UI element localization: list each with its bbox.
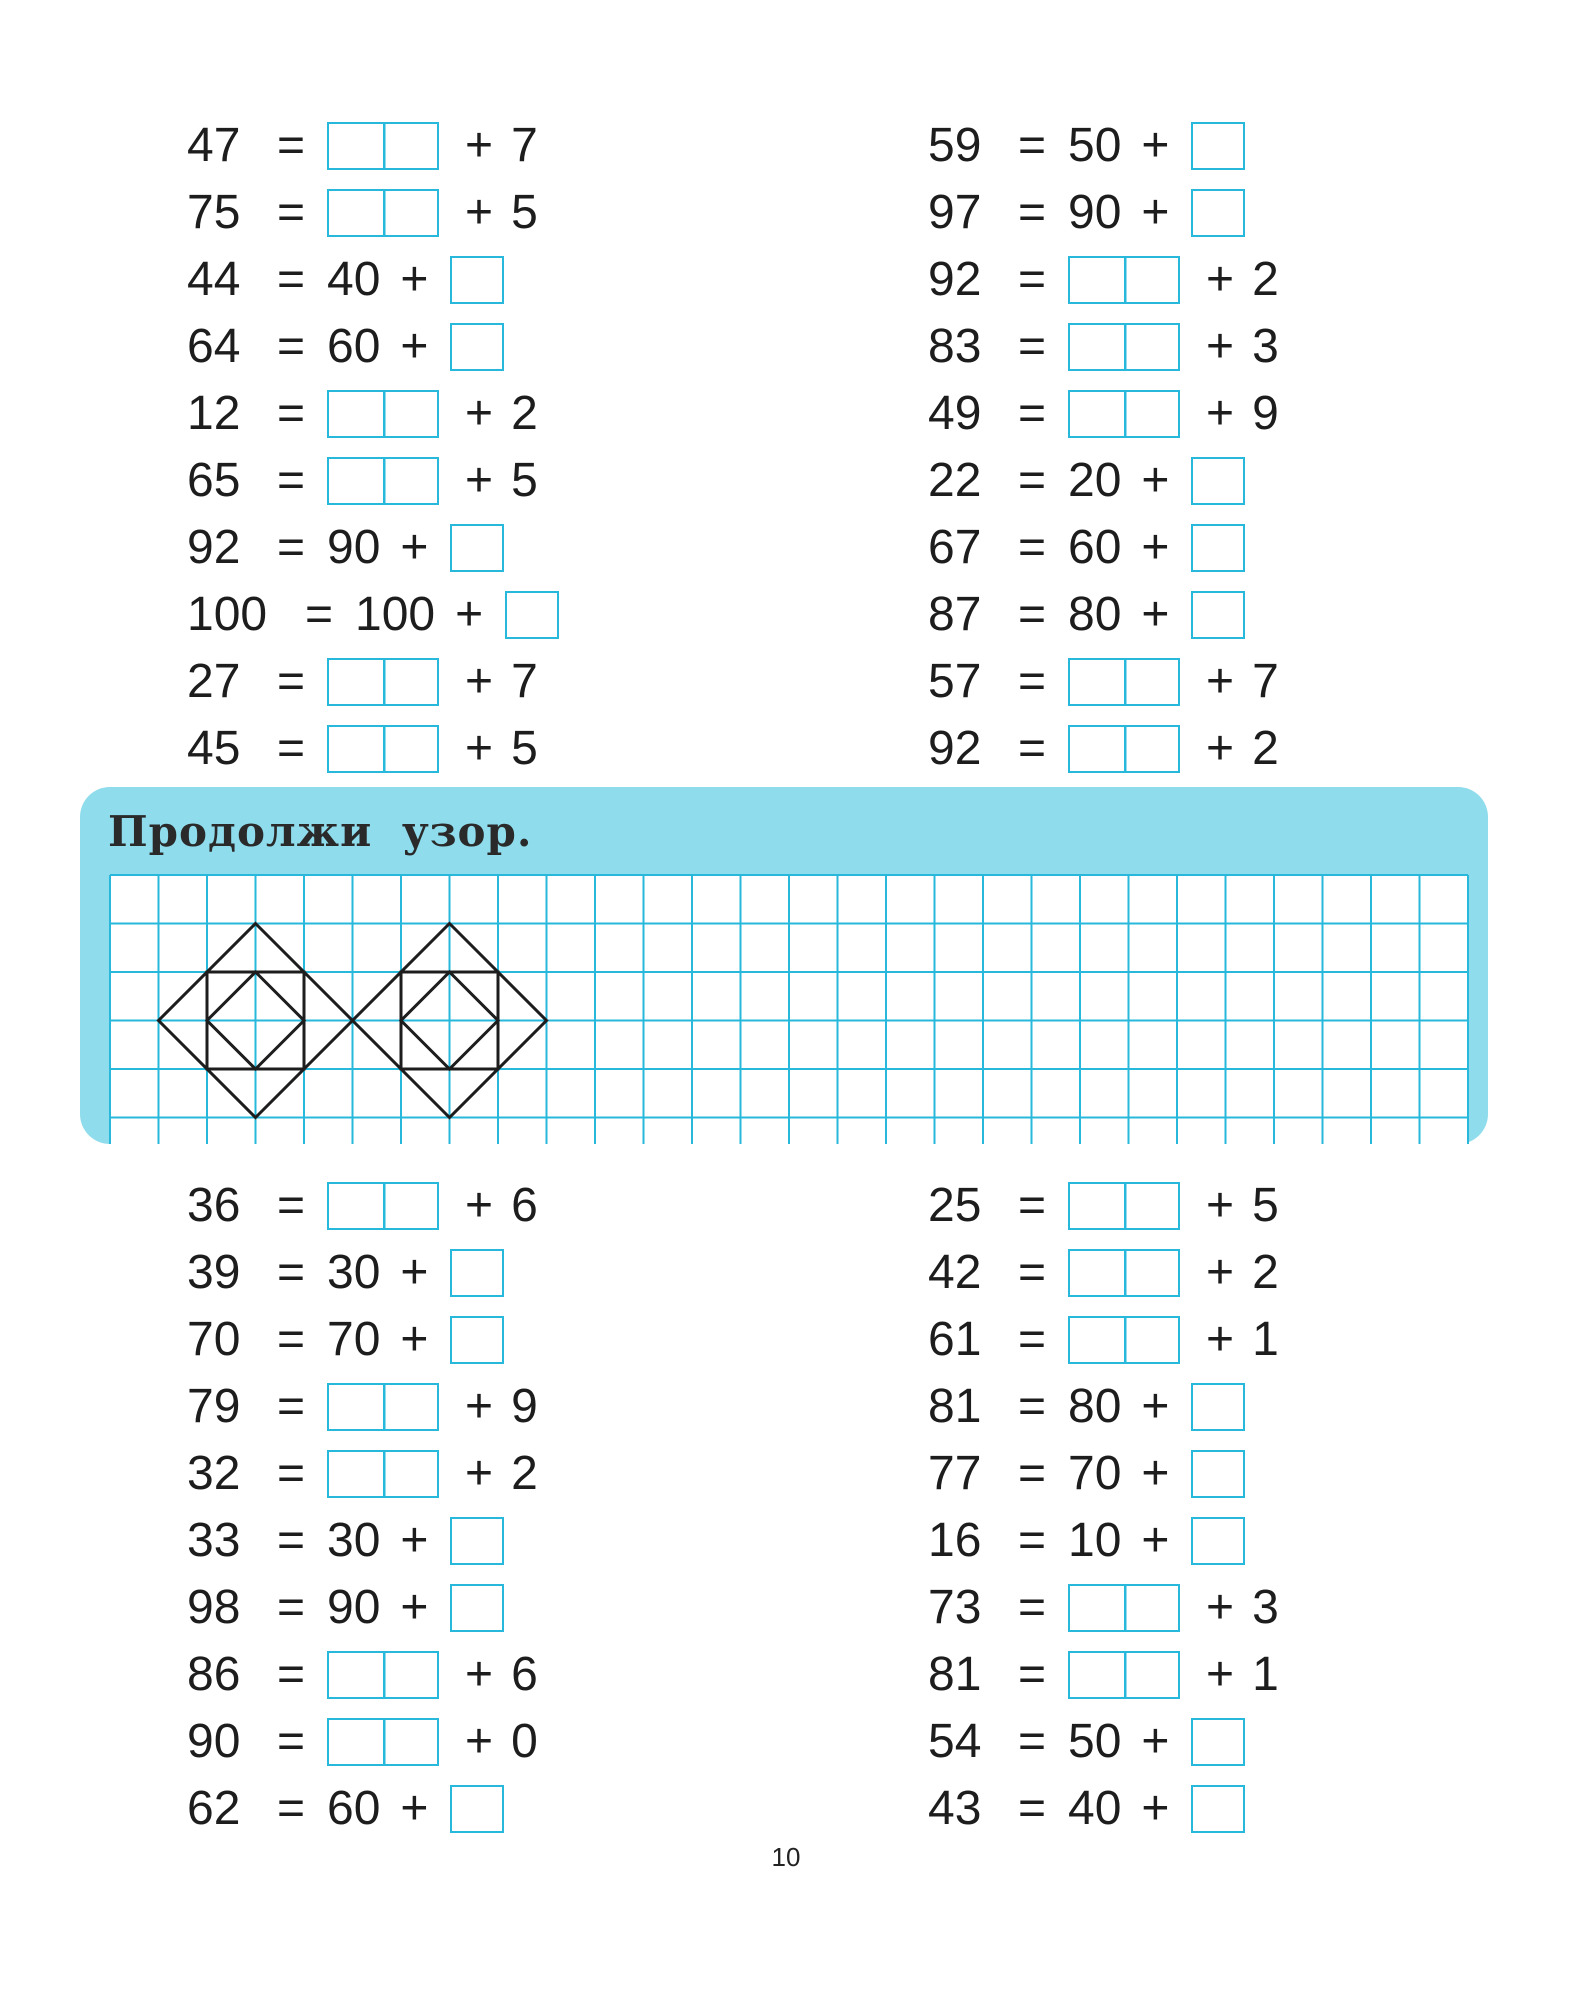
equation-total: 12	[187, 387, 241, 440]
equation-tens-term: 40	[1068, 1782, 1122, 1835]
equation-row	[187, 447, 559, 514]
equals-sign: =	[277, 655, 306, 708]
plus-sign: +	[465, 1715, 494, 1768]
equation-ones-term: 1	[1252, 1313, 1279, 1366]
equation-ones-term: 6	[511, 1179, 538, 1232]
equation-row	[187, 380, 559, 447]
plus-sign: +	[400, 1581, 429, 1634]
equation-row	[187, 648, 559, 715]
equation-ones-term: 6	[511, 1648, 538, 1701]
equation-tens-term: 10	[1068, 1514, 1122, 1567]
equation-ones-term: 7	[511, 119, 538, 172]
equals-sign: =	[277, 1447, 306, 1500]
equation-tens-term: 70	[1068, 1447, 1122, 1500]
equation-row	[187, 313, 559, 380]
equals-sign: =	[277, 1581, 306, 1634]
equation-tens-term: 50	[1068, 119, 1122, 172]
answer-box-one-digit[interactable]	[450, 323, 504, 371]
equation-total: 57	[928, 655, 982, 708]
equation-row	[928, 1708, 1279, 1775]
equation-row	[928, 1574, 1279, 1641]
equation-total: 86	[187, 1648, 241, 1701]
equals-sign: =	[277, 1715, 306, 1768]
equation-ones-term: 5	[1252, 1179, 1279, 1232]
plus-sign: +	[1141, 521, 1170, 574]
plus-sign: +	[465, 454, 494, 507]
plus-sign: +	[465, 722, 494, 775]
equals-sign: =	[277, 1648, 306, 1701]
plus-sign: +	[1141, 1715, 1170, 1768]
answer-box-one-digit[interactable]	[1191, 189, 1245, 237]
answer-box-two-digit[interactable]	[1068, 256, 1180, 304]
plus-sign: +	[1206, 1648, 1235, 1701]
equation-row	[928, 514, 1279, 581]
plus-sign: +	[400, 1313, 429, 1366]
plus-sign: +	[400, 1782, 429, 1835]
plus-sign: +	[1141, 1380, 1170, 1433]
answer-box-one-digit[interactable]	[1191, 1450, 1245, 1498]
equation-row	[928, 380, 1279, 447]
page-number: 10	[771, 1842, 801, 1872]
equation-tens-term: 100	[355, 588, 436, 641]
pattern-task-panel	[80, 787, 1488, 1144]
equation-tens-term: 80	[1068, 588, 1122, 641]
equals-sign: =	[277, 253, 306, 306]
equations-top-left	[187, 112, 559, 782]
equation-total: 49	[928, 387, 982, 440]
answer-box-two-digit[interactable]	[327, 1651, 439, 1699]
answer-box-one-digit[interactable]	[1191, 1383, 1245, 1431]
equation-tens-term: 60	[327, 320, 381, 373]
equation-tens-term: 90	[327, 1581, 381, 1634]
equation-total: 62	[187, 1782, 241, 1835]
equation-row	[187, 1172, 538, 1239]
equation-row	[187, 112, 559, 179]
equation-row	[928, 1641, 1279, 1708]
equation-row	[187, 1306, 538, 1373]
equals-sign: =	[277, 320, 306, 373]
plus-sign: +	[465, 387, 494, 440]
equation-total: 100	[187, 588, 268, 641]
plus-sign: +	[1206, 253, 1235, 306]
equation-row	[187, 179, 559, 246]
equals-sign: =	[277, 1179, 306, 1232]
equation-total: 98	[187, 1581, 241, 1634]
equation-row	[928, 447, 1279, 514]
answer-box-two-digit[interactable]	[1068, 1584, 1180, 1632]
equation-total: 92	[187, 521, 241, 574]
equation-total: 59	[928, 119, 982, 172]
answer-box-one-digit[interactable]	[1191, 591, 1245, 639]
answer-box-one-digit[interactable]	[1191, 524, 1245, 572]
equation-tens-term: 80	[1068, 1380, 1122, 1433]
pattern-grid	[80, 787, 1488, 1144]
plus-sign: +	[455, 588, 484, 641]
equation-row	[928, 1239, 1279, 1306]
plus-sign: +	[1206, 1313, 1235, 1366]
answer-box-one-digit[interactable]	[1191, 122, 1245, 170]
plus-sign: +	[400, 320, 429, 373]
answer-box-one-digit[interactable]	[1191, 1718, 1245, 1766]
plus-sign: +	[465, 655, 494, 708]
equation-total: 70	[187, 1313, 241, 1366]
equals-sign: =	[1018, 454, 1047, 507]
equals-sign: =	[277, 1246, 306, 1299]
equals-sign: =	[277, 521, 306, 574]
plus-sign: +	[1206, 655, 1235, 708]
answer-box-two-digit[interactable]	[1068, 1249, 1180, 1297]
equals-sign: =	[277, 186, 306, 239]
answer-box-two-digit[interactable]	[327, 390, 439, 438]
equation-total: 75	[187, 186, 241, 239]
plus-sign: +	[465, 1648, 494, 1701]
equation-total: 81	[928, 1648, 982, 1701]
answer-box-one-digit[interactable]	[1191, 457, 1245, 505]
equation-ones-term: 0	[511, 1715, 538, 1768]
answer-box-two-digit[interactable]	[327, 189, 439, 237]
equation-total: 67	[928, 521, 982, 574]
equations-bottom-left	[187, 1172, 538, 1842]
answer-box-two-digit[interactable]	[327, 457, 439, 505]
answer-box-two-digit[interactable]	[327, 1450, 439, 1498]
equation-tens-term: 20	[1068, 454, 1122, 507]
equation-total: 77	[928, 1447, 982, 1500]
equals-sign: =	[1018, 387, 1047, 440]
equation-tens-term: 50	[1068, 1715, 1122, 1768]
equals-sign: =	[277, 1313, 306, 1366]
answer-box-one-digit[interactable]	[450, 1785, 504, 1833]
equation-total: 54	[928, 1715, 982, 1768]
plus-sign: +	[1206, 320, 1235, 373]
plus-sign: +	[465, 186, 494, 239]
equation-row	[187, 1507, 538, 1574]
answer-box-one-digit[interactable]	[450, 1517, 504, 1565]
answer-box-one-digit[interactable]	[1191, 1785, 1245, 1833]
equation-row	[928, 1775, 1279, 1842]
equation-ones-term: 9	[1252, 387, 1279, 440]
plus-sign: +	[465, 1447, 494, 1500]
equation-row	[928, 112, 1279, 179]
plus-sign: +	[1141, 1514, 1170, 1567]
equation-row	[187, 1574, 538, 1641]
equation-tens-term: 30	[327, 1514, 381, 1567]
equation-row	[928, 179, 1279, 246]
equals-sign: =	[1018, 1380, 1047, 1433]
equation-total: 39	[187, 1246, 241, 1299]
plus-sign: +	[1206, 1179, 1235, 1232]
equation-row	[187, 1239, 538, 1306]
equation-ones-term: 5	[511, 722, 538, 775]
plus-sign: +	[465, 119, 494, 172]
equation-row	[187, 1708, 538, 1775]
answer-box-two-digit[interactable]	[327, 1718, 439, 1766]
equation-ones-term: 5	[511, 454, 538, 507]
equals-sign: =	[1018, 521, 1047, 574]
answer-box-two-digit[interactable]	[1068, 725, 1180, 773]
equals-sign: =	[277, 1514, 306, 1567]
equation-row	[187, 1373, 538, 1440]
equation-row	[928, 1373, 1279, 1440]
answer-box-two-digit[interactable]	[1068, 390, 1180, 438]
equals-sign: =	[1018, 1246, 1047, 1299]
equation-total: 81	[928, 1380, 982, 1433]
equation-total: 22	[928, 454, 982, 507]
equation-total: 79	[187, 1380, 241, 1433]
answer-box-one-digit[interactable]	[450, 1249, 504, 1297]
equation-ones-term: 2	[511, 1447, 538, 1500]
equals-sign: =	[277, 454, 306, 507]
equals-sign: =	[1018, 186, 1047, 239]
answer-box-two-digit[interactable]	[1068, 323, 1180, 371]
equation-total: 83	[928, 320, 982, 373]
equation-ones-term: 1	[1252, 1648, 1279, 1701]
equals-sign: =	[1018, 1715, 1047, 1768]
equation-tens-term: 90	[327, 521, 381, 574]
equations-bottom-right	[928, 1172, 1279, 1842]
equation-row	[928, 1507, 1279, 1574]
equation-total: 65	[187, 454, 241, 507]
equation-total: 92	[928, 253, 982, 306]
equation-total: 45	[187, 722, 241, 775]
equation-ones-term: 2	[511, 387, 538, 440]
equation-row	[928, 313, 1279, 380]
equals-sign: =	[1018, 1782, 1047, 1835]
answer-box-one-digit[interactable]	[450, 256, 504, 304]
equation-total: 92	[928, 722, 982, 775]
equation-total: 33	[187, 1514, 241, 1567]
answer-box-two-digit[interactable]	[1068, 658, 1180, 706]
equation-total: 90	[187, 1715, 241, 1768]
equation-ones-term: 2	[1252, 253, 1279, 306]
equation-ones-term: 2	[1252, 1246, 1279, 1299]
equals-sign: =	[277, 722, 306, 775]
pattern-task-title: Продолжи узор.	[108, 807, 533, 856]
equals-sign: =	[1018, 1179, 1047, 1232]
equation-row	[928, 1306, 1279, 1373]
equation-tens-term: 60	[327, 1782, 381, 1835]
equation-ones-term: 7	[511, 655, 538, 708]
equals-sign: =	[1018, 1581, 1047, 1634]
equation-tens-term: 70	[327, 1313, 381, 1366]
equals-sign: =	[1018, 320, 1047, 373]
equals-sign: =	[277, 119, 306, 172]
equation-row	[928, 246, 1279, 313]
answer-box-two-digit[interactable]	[1068, 1316, 1180, 1364]
equation-row	[928, 715, 1279, 782]
plus-sign: +	[400, 1514, 429, 1567]
equation-row	[928, 1440, 1279, 1507]
equation-row	[187, 1775, 538, 1842]
equation-row	[928, 581, 1279, 648]
plus-sign: +	[1141, 186, 1170, 239]
answer-box-two-digit[interactable]	[327, 122, 439, 170]
equals-sign: =	[1018, 1648, 1047, 1701]
equals-sign: =	[1018, 253, 1047, 306]
equation-ones-term: 2	[1252, 722, 1279, 775]
equation-total: 44	[187, 253, 241, 306]
equals-sign: =	[1018, 722, 1047, 775]
equation-total: 47	[187, 119, 241, 172]
equation-row	[187, 581, 559, 648]
answer-box-two-digit[interactable]	[327, 1182, 439, 1230]
equation-row	[187, 246, 559, 313]
plus-sign: +	[1206, 1246, 1235, 1299]
equation-ones-term: 7	[1252, 655, 1279, 708]
equation-row	[187, 1641, 538, 1708]
equation-row	[187, 715, 559, 782]
plus-sign: +	[1141, 1447, 1170, 1500]
equation-total: 43	[928, 1782, 982, 1835]
equation-row	[928, 648, 1279, 715]
equation-ones-term: 3	[1252, 1581, 1279, 1634]
equation-tens-term: 90	[1068, 186, 1122, 239]
equals-sign: =	[1018, 1313, 1047, 1366]
plus-sign: +	[1141, 119, 1170, 172]
equation-tens-term: 60	[1068, 521, 1122, 574]
equation-total: 27	[187, 655, 241, 708]
equation-tens-term: 30	[327, 1246, 381, 1299]
answer-box-one-digit[interactable]	[450, 524, 504, 572]
plus-sign: +	[1141, 588, 1170, 641]
equation-total: 16	[928, 1514, 982, 1567]
equation-ones-term: 5	[511, 186, 538, 239]
plus-sign: +	[1141, 1782, 1170, 1835]
equals-sign: =	[277, 1782, 306, 1835]
equals-sign: =	[1018, 1514, 1047, 1567]
answer-box-two-digit[interactable]	[327, 658, 439, 706]
plus-sign: +	[400, 253, 429, 306]
plus-sign: +	[465, 1179, 494, 1232]
equals-sign: =	[305, 588, 334, 641]
equation-total: 73	[928, 1581, 982, 1634]
answer-box-two-digit[interactable]	[327, 1383, 439, 1431]
plus-sign: +	[465, 1380, 494, 1433]
equation-total: 32	[187, 1447, 241, 1500]
plus-sign: +	[1206, 722, 1235, 775]
equation-row	[187, 1440, 538, 1507]
plus-sign: +	[400, 1246, 429, 1299]
equation-total: 42	[928, 1246, 982, 1299]
equation-ones-term: 3	[1252, 320, 1279, 373]
answer-box-one-digit[interactable]	[1191, 1517, 1245, 1565]
plus-sign: +	[1206, 1581, 1235, 1634]
answer-box-one-digit[interactable]	[450, 1584, 504, 1632]
plus-sign: +	[1206, 387, 1235, 440]
equals-sign: =	[277, 387, 306, 440]
equation-total: 97	[928, 186, 982, 239]
equations-top-right	[928, 112, 1279, 782]
equation-ones-term: 9	[511, 1380, 538, 1433]
equals-sign: =	[277, 1380, 306, 1433]
plus-sign: +	[1141, 454, 1170, 507]
equals-sign: =	[1018, 655, 1047, 708]
answer-box-two-digit[interactable]	[1068, 1182, 1180, 1230]
equation-total: 87	[928, 588, 982, 641]
equals-sign: =	[1018, 1447, 1047, 1500]
equation-total: 25	[928, 1179, 982, 1232]
equation-tens-term: 40	[327, 253, 381, 306]
plus-sign: +	[400, 521, 429, 574]
equals-sign: =	[1018, 588, 1047, 641]
equation-total: 36	[187, 1179, 241, 1232]
equation-total: 64	[187, 320, 241, 373]
equation-row	[187, 514, 559, 581]
equation-row	[928, 1172, 1279, 1239]
answer-box-one-digit[interactable]	[450, 1316, 504, 1364]
answer-box-two-digit[interactable]	[1068, 1651, 1180, 1699]
equals-sign: =	[1018, 119, 1047, 172]
equation-total: 61	[928, 1313, 982, 1366]
answer-box-two-digit[interactable]	[327, 725, 439, 773]
answer-box-one-digit[interactable]	[505, 591, 559, 639]
